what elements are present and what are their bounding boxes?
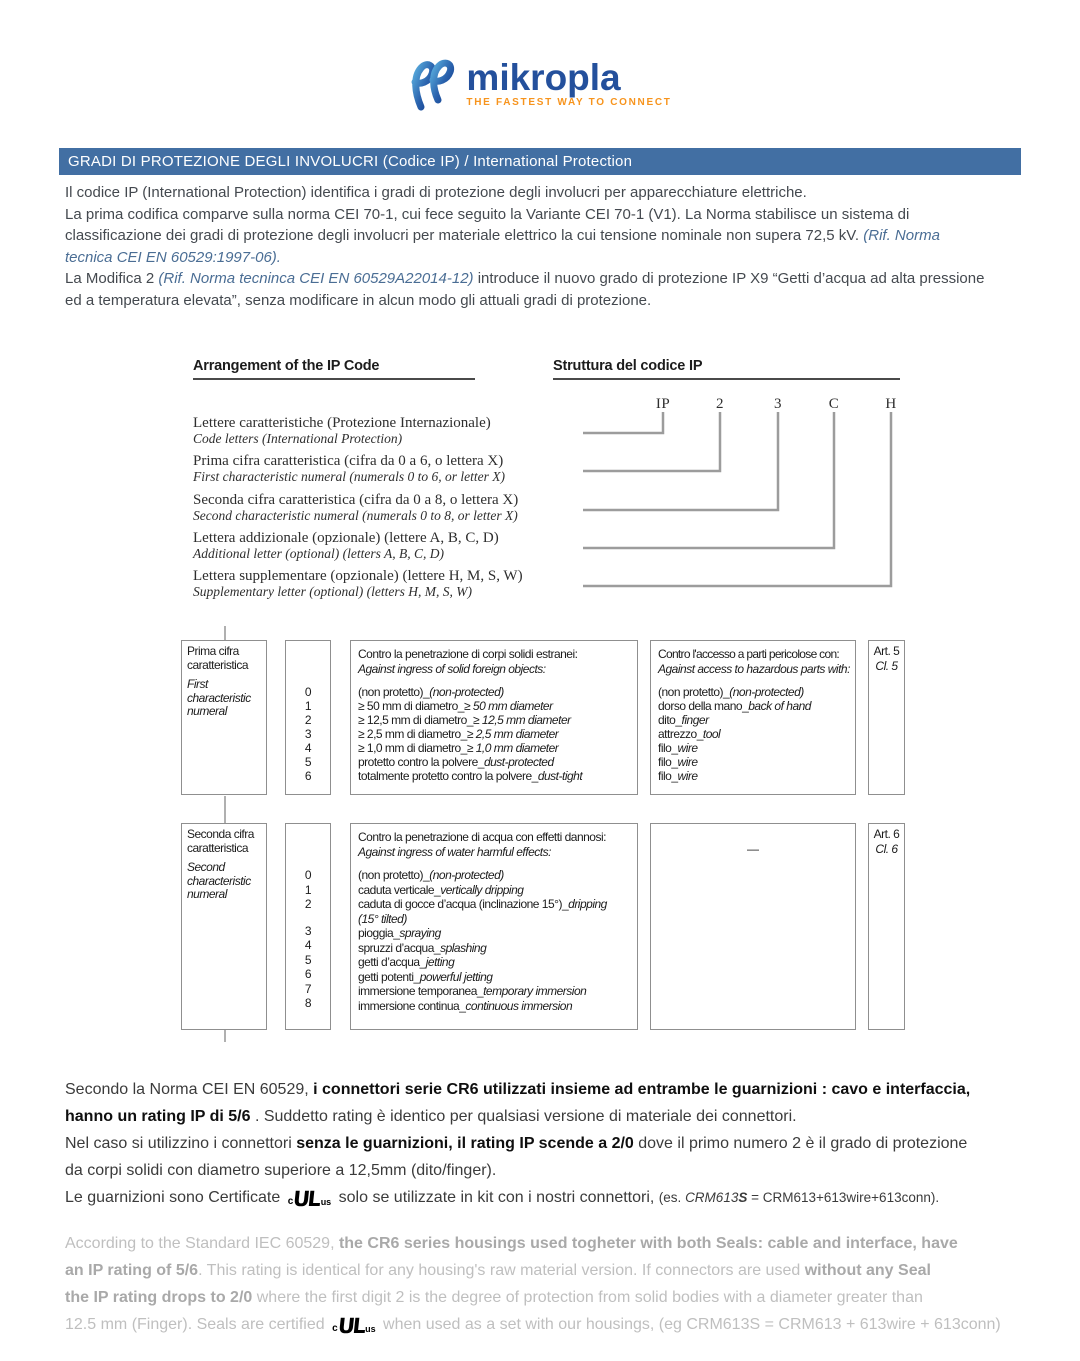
label-italian-line: Prima cifra [187, 644, 239, 658]
line-separator: _ [671, 769, 678, 783]
access-header [658, 646, 848, 677]
text-segment: the IP rating drops to 2/0 [65, 1289, 253, 1306]
digit-value: 7 [304, 981, 312, 996]
line-italian: spruzzi d’acqua [358, 940, 434, 955]
table-line [358, 713, 630, 727]
text-segment: Secondo la Norma CEI EN 60529, [65, 1081, 314, 1098]
access-header-italian: Contro l'accesso a parti pericolose con: [658, 647, 840, 661]
text-segment: ed a temperatura elevata”, senza modificare in alcun modo gli attuali gradi di protezione. [65, 291, 652, 309]
text-segment: . This rating is identical for any housing's raw material version. If connectors are used [198, 1262, 805, 1279]
label-english-line: Second [187, 860, 225, 874]
criteria-box [350, 640, 638, 795]
line-english: ≥ 12,5 mm diameter [472, 713, 571, 727]
line-italian: caduta verticale [358, 882, 435, 897]
diagram-row-italian: Lettera addizionale (opzionale) (lettere A, B, C, D) [193, 530, 499, 546]
line-english: dust-protected [483, 755, 554, 769]
mu-loops-icon [408, 55, 458, 113]
line-english: back of hand [748, 699, 811, 713]
line-separator: _ [460, 741, 467, 755]
digit-value: 1 [304, 882, 312, 897]
label-english-line: characteristic [187, 690, 251, 705]
line-italian: ≥ 12,5 mm di diametro [358, 713, 467, 727]
access-box [650, 823, 856, 1030]
digit-label-box [181, 640, 267, 795]
table-line [358, 970, 630, 985]
table-line [658, 685, 848, 699]
line-separator: _ [419, 955, 426, 969]
text-segment: = CRM613+613wire+613conn). [747, 1190, 940, 1205]
line-english: (non-protected) [729, 685, 804, 699]
digit-value: 6 [304, 769, 312, 783]
brand-tagline: THE FASTEST WAY TO CONNECT [466, 97, 672, 108]
line-separator: _ [433, 940, 441, 955]
line-separator: _ [434, 882, 441, 897]
text-segment: an IP rating of 5/6 [65, 1262, 199, 1279]
diagram-row-english: First characteristic numeral (numerals 0 to 6, or letter X) [193, 469, 505, 484]
text-segment: La Modifica 2 [65, 270, 159, 287]
digit-value: 2 [304, 897, 312, 911]
text-segment: hanno un rating IP di 5/6 [65, 1108, 251, 1125]
article-box [868, 640, 905, 795]
access-box [650, 640, 856, 795]
line-separator: _ [457, 699, 464, 713]
digit-label-box [181, 823, 267, 1030]
connector-tick [224, 626, 226, 640]
label-italian-line: Seconda cifra [187, 827, 254, 841]
label-english-line: numeral [187, 704, 227, 718]
text-line [65, 182, 1055, 204]
table-line [358, 941, 630, 956]
line-english: dust-tight [537, 769, 583, 783]
line-italian: getti d’acqua [358, 955, 420, 969]
text-segment: without any Seal [804, 1262, 931, 1279]
digit-value: 2 [304, 713, 312, 727]
text-segment: the CR6 series housings used togheter with both Seals: cable and interface, have [338, 1235, 958, 1252]
line-separator: _ [742, 699, 749, 713]
diagram-row-english: Code letters (International Protection) [193, 431, 403, 446]
line-italian: (non protetto) [658, 685, 724, 699]
line-english: ≥ 1,0 mm diameter [466, 741, 559, 755]
label-italian-line: caratteristica [187, 658, 249, 672]
line-italian: totalmente protetto contro la polvere [358, 769, 532, 783]
digit-value: 3 [304, 923, 312, 938]
criteria-header-english: Against ingress of water harmful effects: [358, 845, 551, 859]
line-italian: ≥ 2,5 mm di diametro [358, 727, 461, 741]
line-italian: (non protetto) [358, 685, 424, 699]
line-english: continuous immersion [465, 998, 573, 1013]
line-italian: dorso della mano [658, 699, 743, 713]
diagram-row-italian: Prima cifra caratteristica (cifra da 0 a 6, o lettera X) [193, 453, 504, 469]
digit-value: 0 [304, 685, 312, 699]
line-separator: _ [423, 868, 430, 882]
text-segment: Nel caso si utilizzino i connettori [65, 1135, 297, 1152]
code-letter: IP [655, 396, 671, 412]
text-segment: Il codice IP (International Protection) identifica i gradi di protezione degli involucri per apparecchiature elettriche. [65, 184, 807, 201]
logo-inner [408, 55, 671, 113]
line-english: dripping [568, 897, 607, 911]
text-line [65, 1230, 1065, 1257]
line-italian: caduta di gocce d’acqua (inclinazione 15°) [358, 897, 562, 911]
access-header-english: Against access to hazardous parts with: [658, 662, 850, 676]
ip-code-diagram [193, 358, 907, 600]
text-line [65, 247, 1055, 269]
first-digit-table [181, 640, 905, 795]
text-line [65, 225, 1055, 247]
line-separator: _ [476, 984, 484, 998]
line-separator: _ [671, 755, 678, 769]
text-segment: introduce il nuovo grado di protezione IP X9 “Getti d’acqua ad alta pressione [473, 270, 985, 287]
text-segment: where the first digit 2 is the degree of protection from solid bodies with a diameter greater than [252, 1289, 923, 1306]
table-line [358, 897, 630, 912]
text-line [65, 290, 1055, 312]
line-english: finger [681, 713, 709, 727]
table-line [358, 741, 630, 755]
line-separator: _ [675, 713, 682, 727]
text-line [65, 1284, 1065, 1311]
text-segment: senza le guarnizioni, il rating IP scende a 2/0 [296, 1135, 634, 1152]
text-segment: (Rif. Norma tecninca CEI EN 60529A22014-12) [158, 270, 474, 287]
code-letter: C [828, 396, 840, 412]
table-line [358, 868, 630, 883]
line-separator: _ [477, 755, 484, 769]
diagram-header-en: Arrangement of the IP Code [193, 358, 475, 380]
line-english: ≥ 50 mm diameter [463, 699, 553, 713]
line-italian: filo [658, 755, 672, 769]
diagram-row [193, 492, 613, 523]
text-segment: S [738, 1190, 748, 1205]
second-digit-table [181, 823, 905, 1030]
digit-value: 5 [304, 952, 312, 967]
article-label: Art. 5 [873, 644, 900, 658]
line-italian: getti potenti [358, 969, 414, 984]
table-line [358, 769, 630, 783]
label-english-line: First [187, 677, 208, 691]
line-italian: dito [658, 713, 676, 727]
notes-english [65, 1230, 1065, 1338]
line-english: (15° tilted) [358, 911, 407, 926]
table-line [358, 955, 630, 970]
article-box [868, 823, 905, 1030]
text-segment: classificazione dei gradi di protezione degli involucri per materiale elettrico la cui tensione nominale non supera 72,5 kV. [65, 227, 864, 244]
text-segment: 12.5 mm (Finger). Seals are certified [65, 1316, 330, 1333]
diagram-row-english: Supplementary letter (optional) (letters H, M, S, W) [193, 584, 472, 599]
table-line [658, 755, 848, 769]
brand-wordmark: mikropla [466, 57, 621, 98]
table-line [358, 984, 630, 999]
connector-tick [224, 796, 226, 823]
line-separator: _ [413, 969, 420, 984]
line-separator: _ [423, 685, 430, 699]
clause-label: Cl. 5 [875, 659, 898, 673]
logo [0, 55, 1080, 113]
intro-paragraph [65, 182, 1055, 311]
line-separator: _ [466, 713, 473, 727]
ul-us-label: us [320, 1197, 332, 1207]
ul-c-label: c [287, 1196, 294, 1207]
dash-placeholder: — [747, 842, 759, 856]
criteria-box [350, 823, 638, 1030]
line-italian: ≥ 1,0 mm di diametro [358, 741, 461, 755]
code-letter: 3 [774, 396, 782, 412]
digit-column-box [285, 823, 331, 1030]
line-separator: _ [671, 741, 678, 755]
text-segment: (es. [658, 1190, 686, 1205]
line-separator: _ [459, 998, 466, 1013]
line-separator: _ [561, 897, 569, 911]
diagram-row [193, 568, 613, 599]
diagram-row-english: Additional letter (optional) (letters A, B, C, D) [193, 546, 444, 561]
line-italian: filo [658, 741, 672, 755]
table-line [658, 769, 848, 783]
label-english-line: characteristic [187, 873, 251, 888]
ul-us-label: us [365, 1324, 376, 1334]
table-line [358, 926, 630, 941]
text-segment: (Rif. Norma [863, 227, 940, 244]
diagram-row-italian: Lettere caratteristiche (Protezione Internazionale) [193, 415, 491, 431]
digit-value: 4 [304, 741, 312, 755]
text-segment: tecnica CEI EN 60529:1997-06). [65, 248, 281, 266]
line-italian: filo [658, 769, 672, 783]
line-english: spraying [399, 926, 441, 940]
table-line [658, 713, 848, 727]
diagram-row [193, 415, 613, 446]
digit-value: 5 [304, 755, 312, 769]
ul-core-label: UL [336, 1314, 365, 1338]
text-segment: According to the Standard IEC 60529, [65, 1235, 339, 1252]
line-separator: _ [393, 926, 400, 940]
table-line [358, 699, 630, 713]
section-title-bar: GRADI DI PROTEZIONE DEGLI INVOLUCRI (Codice IP) / International Protection [59, 148, 1021, 175]
table-line [358, 999, 630, 1014]
text-line [65, 268, 1055, 290]
table-line [358, 912, 630, 927]
digit-value: 1 [304, 699, 312, 713]
article-label: Art. 6 [873, 827, 900, 841]
criteria-header [358, 829, 630, 860]
criteria-header-english: Against ingress of solid foreign objects: [358, 662, 546, 676]
digit-value [286, 912, 330, 924]
label-english-line: numeral [187, 887, 227, 901]
diagram-row-italian: Seconda cifra caratteristica (cifra da 0 a 8, o lettera X) [193, 492, 519, 508]
table-line [358, 883, 630, 898]
text-segment: CRM613 [685, 1190, 739, 1205]
line-english: vertically dripping [440, 882, 524, 897]
text-segment: dove il primo numero 2 è il grado di protezione [633, 1135, 968, 1152]
line-english: tool [702, 727, 721, 741]
diagram-row-italian: Lettera supplementare (opzionale) (lettere H, M, S, W) [193, 568, 523, 584]
diagram-row-english: Second characteristic numeral (numerals 0 to 8, or letter X) [193, 508, 518, 523]
table-line [658, 727, 848, 741]
line-separator: _ [696, 727, 703, 741]
criteria-header [358, 646, 630, 677]
table-line [358, 755, 630, 769]
text-segment: Le guarnizioni sono Certificate [65, 1189, 285, 1206]
ul-c-label: c [332, 1323, 338, 1334]
criteria-header-italian: Contro la penetrazione di acqua con effetti dannosi: [358, 830, 606, 844]
text-segment: solo se utilizzate in kit con i nostri connettori, [334, 1189, 659, 1206]
line-english: wire [677, 769, 698, 783]
line-english: splashing [440, 940, 487, 955]
table-line [358, 685, 630, 699]
table-line [658, 741, 848, 755]
ul-certification-mark [287, 1187, 332, 1211]
line-english: wire [677, 741, 698, 755]
line-english: jetting [425, 955, 455, 969]
line-italian: immersione continua [358, 998, 460, 1013]
line-english: (non-protected) [429, 868, 504, 882]
line-english: ≥ 2,5 mm diameter [466, 727, 559, 741]
label-english [187, 861, 261, 902]
digit-value: 0 [304, 868, 312, 882]
diagram-row [193, 453, 613, 484]
digit-value: 6 [304, 967, 312, 981]
text-line [65, 1076, 1065, 1103]
label-english [187, 678, 261, 719]
digit-value: 3 [304, 727, 312, 741]
text-line [65, 1257, 1065, 1284]
text-line [65, 204, 1055, 226]
text-line [65, 1311, 1065, 1338]
line-separator: _ [531, 769, 538, 783]
text-line [65, 1130, 1065, 1157]
connector-tick [224, 1030, 226, 1042]
table-line [658, 699, 848, 713]
line-english: wire [677, 755, 698, 769]
table-line [358, 727, 630, 741]
ul-certification-mark [332, 1314, 376, 1338]
clause-label: Cl. 6 [875, 842, 898, 856]
ul-core-label: UL [291, 1187, 320, 1211]
diagram-row [193, 530, 613, 561]
line-italian: (non protetto) [358, 868, 424, 882]
text-segment: . Suddetto rating è identico per qualsiasi versione di materiale dei connettori. [250, 1108, 797, 1125]
line-separator: _ [723, 685, 730, 699]
line-english: (non-protected) [429, 685, 504, 699]
line-italian: pioggia [358, 926, 394, 940]
text-segment: La prima codifica comparve sulla norma CEI 70-1, cui fece seguito la Variante CEI 70-1 (V1). La Norma stabilisce un sistema di [65, 205, 910, 223]
line-english: temporary immersion [483, 984, 587, 998]
digit-value: 8 [304, 996, 312, 1010]
line-italian: immersione temporanea [358, 984, 477, 998]
line-english: powerful jetting [419, 969, 493, 984]
code-letter: H [885, 396, 897, 412]
text-segment: when used as a set with our housings, (eg CRM613S = CRM613 + 613wire + 613conn) [378, 1316, 1001, 1333]
criteria-header-italian: Contro la penetrazione di corpi solidi estranei: [358, 647, 578, 661]
notes-italian [65, 1076, 1065, 1211]
text-line [65, 1103, 1065, 1130]
line-italian: attrezzo [658, 727, 697, 741]
diagram-header-it: Struttura del codice IP [553, 358, 900, 380]
line-italian: ≥ 50 mm di diametro [358, 699, 458, 713]
brand-column [466, 57, 672, 108]
digit-value: 4 [304, 938, 312, 952]
text-segment: i connettori serie CR6 utilizzati insieme ad entrambe le guarnizioni : cavo e interfaccia, [313, 1081, 971, 1098]
text-line [65, 1157, 1065, 1184]
text-segment: da corpi solidi con diametro superiore a 12,5mm (dito/finger). [65, 1162, 497, 1179]
line-separator: _ [460, 727, 467, 741]
label-italian-line: caratteristica [187, 841, 249, 855]
text-line [65, 1184, 1065, 1211]
code-letter: 2 [716, 396, 724, 412]
digit-column-box [285, 640, 331, 795]
line-italian: protetto contro la polvere [358, 755, 478, 769]
